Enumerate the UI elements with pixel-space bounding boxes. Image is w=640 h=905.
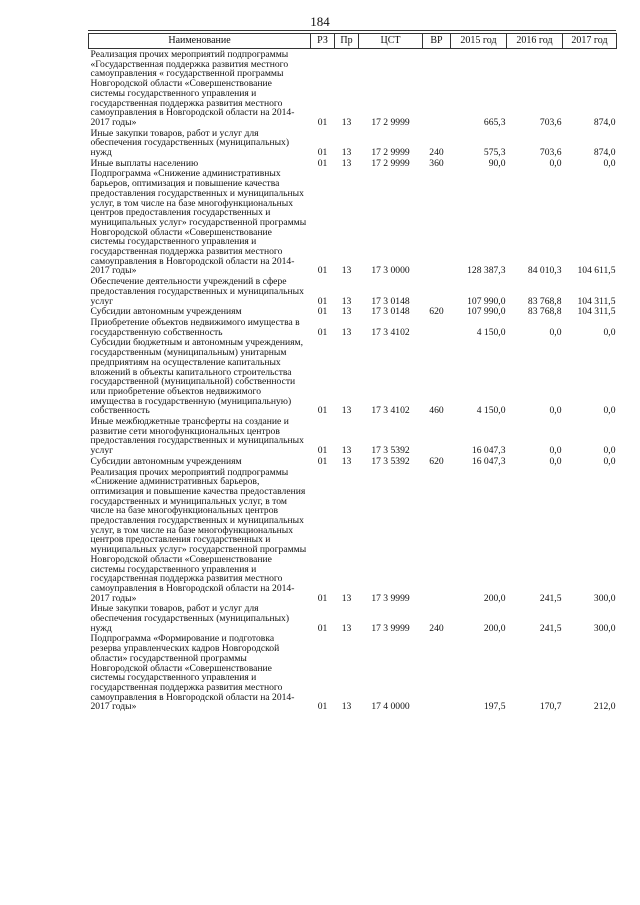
row-pr: 13	[341, 295, 352, 307]
table-row	[89, 467, 617, 604]
row-2016: 703,6	[539, 116, 562, 128]
row-rz: 01	[317, 405, 328, 417]
row-cst: 17 3 9999	[371, 622, 410, 634]
row-vr	[423, 276, 451, 306]
row-2016: 84 010,3	[527, 265, 562, 277]
row-2016: 0,0	[549, 405, 562, 417]
row-vr	[423, 467, 451, 604]
row-name: Иные закупки товаров, работ и услуг для обеспечения государственных (муниципальных) нужд	[90, 127, 290, 159]
row-2015: 128 387,3	[467, 265, 506, 277]
row-name: Обеспечение деятельности учреждений в сфере предоставления государственных и муниципальных услуг	[90, 276, 304, 307]
row-vr: 360	[429, 157, 444, 169]
row-2016: 0,0	[549, 455, 562, 467]
table-row	[89, 49, 617, 128]
col-header-2017: 2017 год	[563, 34, 617, 49]
row-cst: 17 2 9999	[371, 157, 410, 169]
row-rz: 01	[317, 455, 328, 467]
table-row	[89, 168, 617, 276]
col-header-2016: 2016 год	[507, 34, 563, 49]
row-2016: 83 768,8	[527, 295, 562, 307]
row-vr	[423, 168, 451, 276]
col-header-cst: ЦСТ	[359, 34, 423, 49]
row-2017: 0,0	[603, 405, 616, 417]
row-rz: 01	[317, 701, 328, 713]
row-2015: 575,3	[483, 147, 506, 159]
row-pr: 13	[341, 592, 352, 604]
col-header-name: Наименование	[89, 34, 311, 49]
row-name: Подпрограмма «Формирование и подготовка резерва управленческих кадров Новгородской области» государственной программы Новгородской области «Совершенствование системы государственного управления и государственная поддержка развития местного самоуправления в Новгородской области на 2014-2017 годы»	[90, 633, 295, 713]
row-2016: 703,6	[539, 147, 562, 159]
row-name: Иные межбюджетные трансферты на создание и развитие сети многофункциональных центров предоставления государственных и муниципальных услуг	[90, 416, 304, 457]
table-header	[89, 34, 617, 49]
row-2015: 665,3	[483, 116, 506, 128]
table-body	[89, 49, 617, 713]
row-cst: 17 3 5392	[371, 445, 410, 457]
row-2017: 300,0	[593, 622, 616, 634]
row-2017: 0,0	[603, 326, 616, 338]
row-pr: 13	[341, 326, 352, 338]
row-vr	[423, 416, 451, 456]
row-2017: 104 311,5	[577, 306, 616, 318]
row-2016: 170,7	[539, 701, 562, 713]
budget-table	[88, 33, 617, 712]
col-header-2015: 2015 год	[451, 34, 507, 49]
row-name: Субсидии автономным учреждениям	[90, 455, 242, 467]
row-pr: 13	[341, 405, 352, 417]
row-pr: 13	[341, 445, 352, 457]
row-2015: 200,0	[483, 622, 506, 634]
row-cst: 17 3 9999	[371, 592, 410, 604]
table-row	[89, 456, 617, 467]
page-number: 184	[310, 14, 330, 29]
row-name: Иные закупки товаров, работ и услуг для обеспечения государственных (муниципальных) нужд	[90, 603, 290, 634]
col-header-pr: Пр	[335, 34, 359, 49]
row-name: Реализация прочих мероприятий подпрограммы «Государственная поддержка развития местного самоуправления « государственной программы Новгородской области «Совершенствование системы государственного управления и государственная поддержка развития местного самоуправления в Новгородской области на 2014-2017 годы»	[90, 49, 295, 128]
row-pr: 13	[341, 265, 352, 277]
row-2015: 4 150,0	[476, 405, 506, 417]
row-2015: 107 990,0	[467, 295, 506, 307]
row-cst: 17 3 0148	[371, 295, 410, 307]
row-2016: 241,5	[539, 622, 562, 634]
table-row	[89, 128, 617, 158]
table-row	[89, 306, 617, 317]
row-vr: 620	[429, 306, 444, 318]
row-2017: 0,0	[603, 455, 616, 467]
row-name: Субсидии автономным учреждениям	[90, 306, 242, 318]
row-2015: 4 150,0	[476, 326, 506, 338]
col-header-rz: РЗ	[311, 34, 335, 49]
row-name: Реализация прочих мероприятий подпрограммы «Снижение административных барьеров, оптимизация и повышение качества предоставления государственных и муниципальных услуг, в том числе на базе многофункциональных центров предоставления государственных и муниципальных услуг, в том числе на базе многофункциональных центров предоставления государственных и муниципальных услуг» государственной программы Новгородской области «Совершенствование системы государственного управления и государственная поддержка развития местного самоуправления в Новгородской области на 2014-2017 годы»	[90, 466, 307, 604]
row-cst: 17 4 0000	[371, 701, 410, 713]
row-2017: 874,0	[593, 116, 616, 128]
table-row	[89, 158, 617, 169]
row-vr: 620	[429, 455, 444, 467]
row-pr: 13	[341, 701, 352, 713]
row-rz: 01	[317, 622, 328, 634]
top-rule	[88, 30, 616, 31]
row-rz: 01	[317, 265, 328, 277]
row-rz: 01	[317, 445, 328, 457]
table-row	[89, 633, 617, 712]
row-2017: 104 311,5	[577, 295, 616, 307]
row-2017: 0,0	[603, 157, 616, 169]
row-2017: 212,0	[593, 701, 616, 713]
row-cst: 17 2 9999	[371, 116, 410, 128]
row-rz: 01	[317, 116, 328, 128]
row-pr: 13	[341, 455, 352, 467]
row-vr	[423, 633, 451, 712]
row-cst: 17 3 0000	[371, 265, 410, 277]
row-vr: 240	[429, 147, 444, 159]
row-2017: 874,0	[593, 147, 616, 159]
row-rz: 01	[317, 295, 328, 307]
row-2015: 107 990,0	[467, 306, 506, 318]
row-vr: 460	[429, 405, 444, 417]
row-2017: 300,0	[593, 592, 616, 604]
row-vr	[423, 317, 451, 337]
row-vr	[423, 49, 451, 128]
row-2016: 0,0	[549, 157, 562, 169]
row-cst: 17 2 9999	[371, 147, 410, 159]
row-2015: 90,0	[488, 157, 506, 169]
row-pr: 13	[341, 116, 352, 128]
row-2015: 16 047,3	[471, 455, 506, 467]
row-2015: 197,5	[483, 701, 506, 713]
row-rz: 01	[317, 592, 328, 604]
row-name: Субсидии бюджетным и автономным учреждениям, государственным (муниципальным) унитарным предприятиям на осуществление капитальных вложений в объекты капитального строительства государственной (муниципальной) собственности или приобретение объектов недвижимого имущества в государственную (муниципальную) собственность	[90, 337, 304, 417]
row-pr: 13	[341, 147, 352, 159]
table-row	[89, 416, 617, 456]
row-2015: 200,0	[483, 592, 506, 604]
row-rz: 01	[317, 326, 328, 338]
table-row	[89, 337, 617, 416]
row-2016: 241,5	[539, 592, 562, 604]
row-2017: 0,0	[603, 445, 616, 457]
row-pr: 13	[341, 306, 352, 318]
row-cst: 17 3 5392	[371, 455, 410, 467]
row-2015: 16 047,3	[471, 445, 506, 457]
table-row	[89, 317, 617, 337]
table-row	[89, 276, 617, 306]
row-name: Подпрограмма «Снижение административных барьеров, оптимизация и повышение качества предоставления государственных и муниципальных услуг, в том числе на базе многофункциональных центров предоставления государственных и муниципальных услуг» государственной программы Новгородской области «Совершенствование системы государственного управления и государственная поддержка развития местного самоуправления в Новгородской области на 2014-2017 годы»	[90, 168, 307, 277]
row-vr: 240	[429, 622, 444, 634]
row-pr: 13	[341, 157, 352, 169]
row-name: Иные выплаты населению	[90, 157, 199, 169]
row-rz: 01	[317, 157, 328, 169]
row-pr: 13	[341, 622, 352, 634]
row-2016: 0,0	[549, 326, 562, 338]
table-row	[89, 603, 617, 633]
col-header-vr: ВР	[423, 34, 451, 49]
row-2017: 104 611,5	[577, 265, 616, 277]
row-rz: 01	[317, 147, 328, 159]
row-cst: 17 3 4102	[371, 405, 410, 417]
row-2016: 83 768,8	[527, 306, 562, 318]
row-name: Приобретение объектов недвижимого имущества в государственную собственность	[90, 316, 300, 338]
row-rz: 01	[317, 306, 328, 318]
row-cst: 17 3 4102	[371, 326, 410, 338]
row-cst: 17 3 0148	[371, 306, 410, 318]
row-2016: 0,0	[549, 445, 562, 457]
